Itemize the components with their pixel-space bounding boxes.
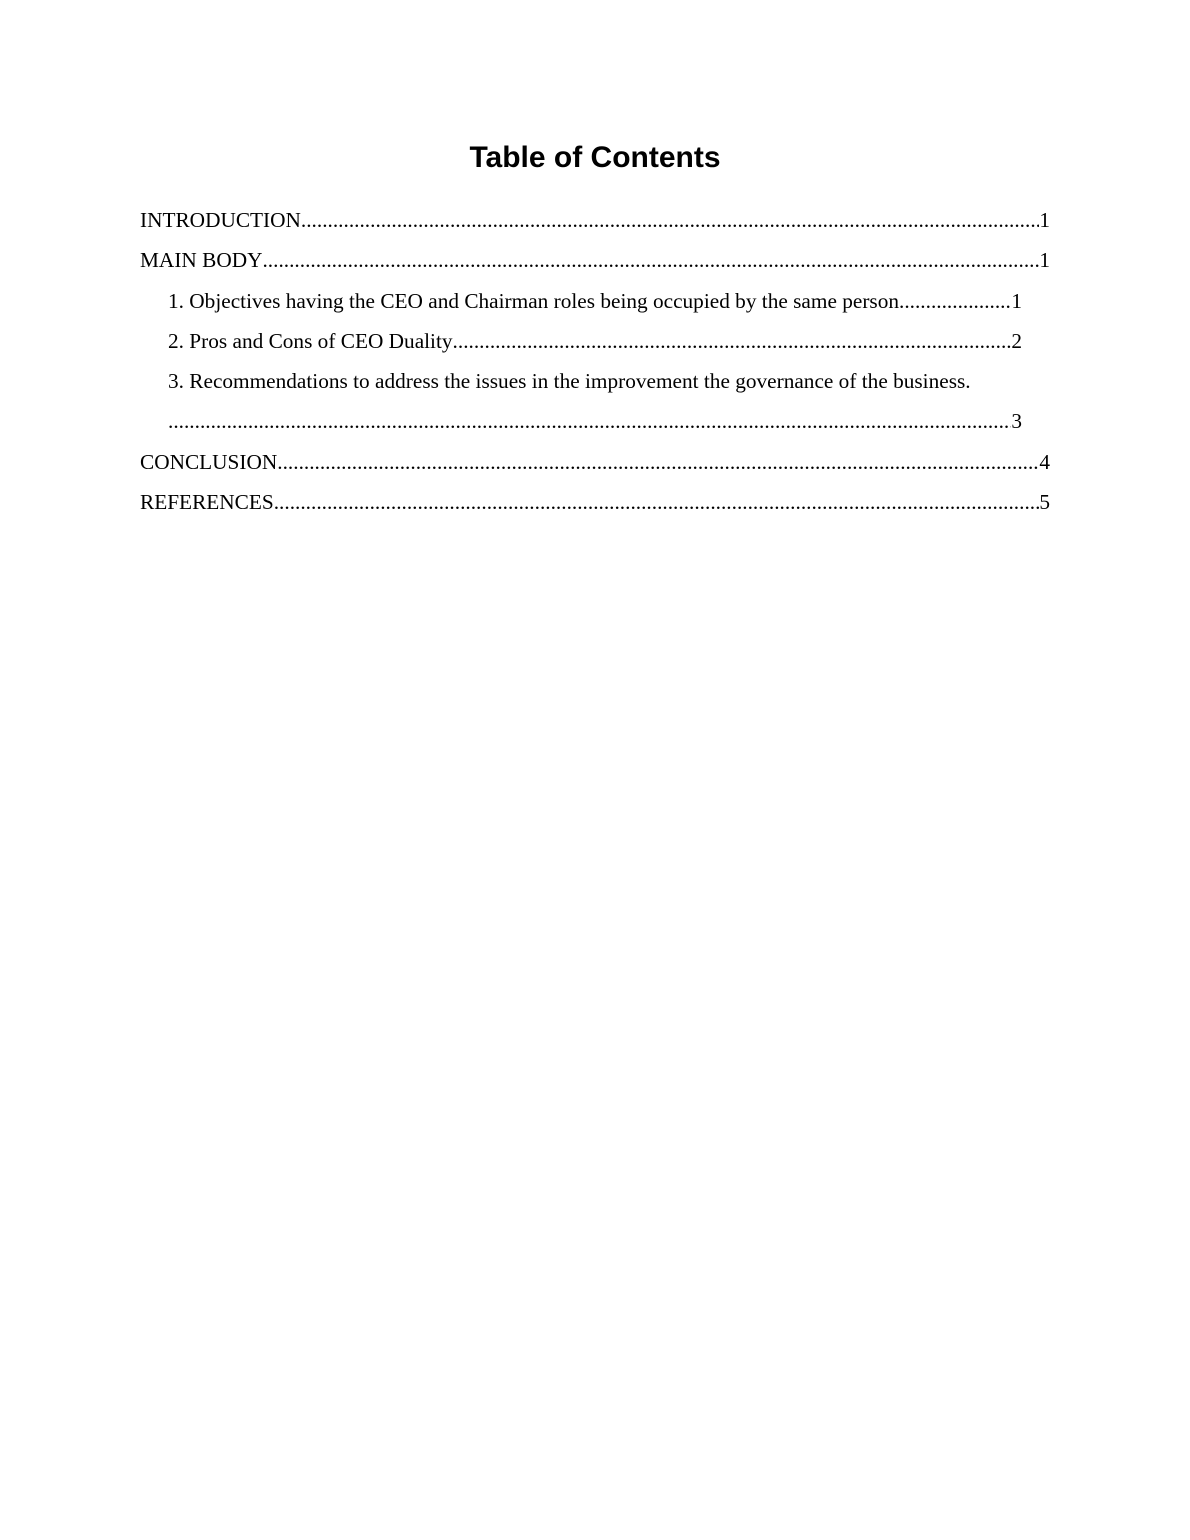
toc-heading: Table of Contents (469, 141, 721, 174)
toc-entry-main-body[interactable] (140, 240, 1050, 280)
toc-page-number: 4 (1039, 449, 1050, 474)
toc-entry-label: 3. Recommendations to address the issues in the improvement the governance of the business. (168, 369, 971, 394)
toc-page-number: 3 (1011, 409, 1022, 434)
toc-page-number: 5 (1039, 490, 1050, 515)
toc-entry-label: INTRODUCTION (140, 208, 301, 232)
toc-entry-introduction[interactable] (140, 200, 1050, 240)
toc-page-number: 1 (1011, 288, 1022, 313)
toc-entry-label: MAIN BODY (140, 248, 263, 273)
toc-entry-label: REFERENCES (140, 490, 274, 515)
toc-page-number: 1 (1039, 208, 1050, 232)
toc-entry-objectives[interactable] (168, 281, 1022, 321)
toc-entry-recommendations[interactable] (168, 361, 1022, 442)
toc-entry-pros-cons[interactable] (168, 321, 1022, 361)
dot-leader (274, 482, 1040, 522)
dot-leader (277, 442, 1039, 482)
table-of-contents (140, 200, 1050, 522)
toc-entry-conclusion[interactable] (140, 442, 1050, 482)
dot-leader (262, 240, 1039, 280)
toc-entry-label: CONCLUSION (140, 449, 278, 474)
toc-page-number: 2 (1011, 328, 1022, 353)
dot-leader (301, 200, 1039, 240)
toc-page-number: 1 (1039, 248, 1050, 273)
toc-entry-references[interactable] (140, 482, 1050, 522)
dot-leader (899, 281, 1011, 321)
dot-leader (168, 401, 1011, 441)
toc-entry-label: 2. Pros and Cons of CEO Duality (168, 328, 453, 353)
toc-entry-label: 1. Objectives having the CEO and Chairman roles being occupied by the same person (168, 288, 899, 313)
dot-leader (453, 321, 1012, 361)
